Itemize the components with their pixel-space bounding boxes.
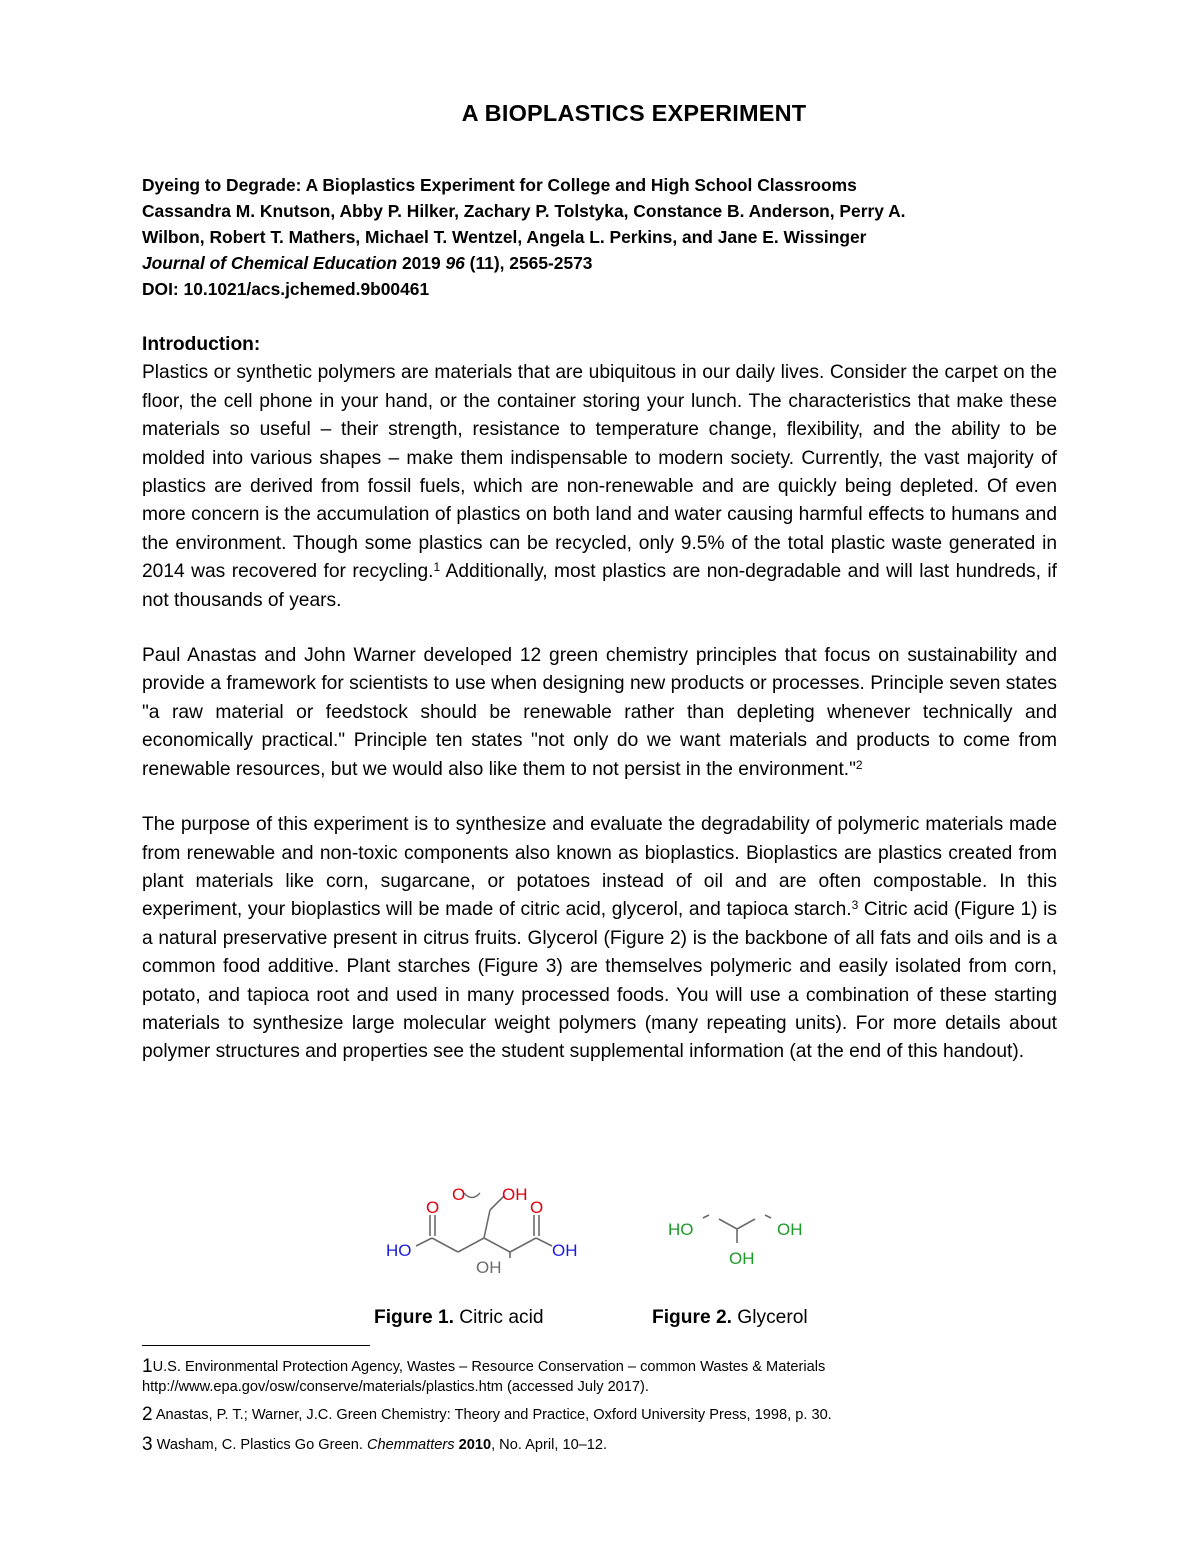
figure-1-label: Figure 1. xyxy=(374,1307,454,1328)
journal-year: 2019 xyxy=(401,253,441,273)
footnote-divider xyxy=(142,1345,370,1346)
footnote-1-line-1: U.S. Environmental Protection Agency, Wastes – Resource Conservation – common Wastes & Materials xyxy=(152,1359,826,1375)
paragraph-2-text: Paul Anastas and John Warner developed 12 green chemistry principles that focus on sustainability and provide a framework for scientists to use when designing new products or processes. Principle seven states "a raw material or feedstock should be renewable rather than depleting whenever technically and economically practical." Principle ten states "not only do we want materials and products to come from renewable resources, but we would also like them to not persist in the environment." xyxy=(142,645,1057,780)
citric-oh-bottom: OH xyxy=(476,1258,502,1277)
footnote-3-text-b: , No. April, 10–12. xyxy=(491,1437,608,1453)
citric-ho-left: HO xyxy=(386,1241,412,1260)
figure-2-name: Glycerol xyxy=(731,1307,808,1328)
paragraph-1 xyxy=(142,359,1057,615)
glycerol-ho-left: HO xyxy=(668,1220,694,1239)
paragraph-3 xyxy=(142,811,1057,1067)
footnote-1-line-2: http://www.epa.gov/osw/conserve/materials/plastics.htm (accessed July 2017). xyxy=(142,1379,649,1395)
authors-line-1: Cassandra M. Knutson, Abby P. Hilker, Zachary P. Tolstyka, Constance B. Anderson, Perry A. xyxy=(142,201,906,221)
paragraph-2 xyxy=(142,642,1057,784)
footnote-3 xyxy=(142,1435,1042,1455)
paragraph-3-text-b: Citric acid (Figure 1) is a natural preservative present in citrus fruits. Glycerol (Figure 2) is the backbone of all fats and oils and is a common food additive. Plant starches (Figure 3) are themselves polymeric and easily isolated from corn, potato, and tapioca root and used in many processed foods. You will use a combination of these starting materials to synthesize large molecular weight polymers (many repeating units). For more details about polymer structures and properties see the student supplemental information (at the end of this handout). xyxy=(142,899,1057,1063)
glycerol-structure xyxy=(665,1205,825,1270)
citric-oh-top: OH xyxy=(502,1185,528,1204)
paragraph-1-text-a: Plastics or synthetic polymers are materials that are ubiquitous in our daily lives. Consider the carpet on the floor, the cell phone in your hand, or the container storing your lunch. The characteristics that make these materials so useful – their strength, resistance to temperature change, flexibility, and the ability to be molded into various shapes – make them indispensable to modern society. Currently, the vast majority of plastics are derived from fossil fuels, which are non-renewable and are quickly being depleted. Of even more concern is the accumulation of plastics on both land and water causing harmful effects to humans and the environment. Though some plastics can be recycled, only 9.5% of the total plastic waste generated in 2014 was recovered for recycling. xyxy=(142,362,1057,583)
citric-o-left: O xyxy=(426,1198,440,1217)
paragraph-3-text-a: The purpose of this experiment is to synthesize and evaluate the degradability of polymeric materials made from renewable and non-toxic components also known as bioplastics. Bioplastics are plastics created from plant materials like corn, sugarcane, or potatoes instead of oil and are often compostable. In this experiment, your bioplastics will be made of citric acid, glycerol, and tapioca starch. xyxy=(142,814,1057,921)
page-title: A BIOPLASTICS EXPERIMENT xyxy=(461,100,807,126)
doi: DOI: 10.1021/acs.jchemed.9b00461 xyxy=(142,279,430,299)
footnote-3-number: 3 xyxy=(142,1434,153,1455)
journal-volume: 96 xyxy=(445,253,465,273)
introduction-section xyxy=(142,331,1057,1067)
footnote-1 xyxy=(142,1357,1042,1397)
glycerol-oh-right: OH xyxy=(777,1220,803,1239)
citation-block xyxy=(142,172,1062,302)
citric-acid-structure xyxy=(380,1180,600,1280)
reference-1: 1 xyxy=(433,560,441,575)
footnote-2-number: 2 xyxy=(142,1404,153,1425)
figure-2-label: Figure 2. xyxy=(652,1307,732,1328)
footnote-1-number: 1 xyxy=(142,1356,153,1377)
paragraph-1-text-b: Additionally, most plastics are non-degradable and will last hundreds, if not thousands of years. xyxy=(142,561,1057,611)
journal-name: Journal of Chemical Education xyxy=(142,253,398,273)
footnote-2 xyxy=(142,1405,1042,1425)
journal-issue-pages: (11), 2565-2573 xyxy=(469,253,593,273)
citric-o-top: O xyxy=(452,1185,466,1204)
reference-3: 3 xyxy=(851,898,859,913)
figure-1-caption xyxy=(374,1307,544,1329)
footnote-3-journal: Chemmatters xyxy=(366,1437,455,1453)
section-heading: Introduction: xyxy=(142,334,261,355)
glycerol-oh-bottom: OH xyxy=(729,1249,755,1268)
footnote-2-text: Anastas, P. T.; Warner, J.C. Green Chemistry: Theory and Practice, Oxford University Press, 1998, p. 30. xyxy=(152,1407,832,1423)
citric-oh-right: OH xyxy=(552,1241,578,1260)
footnote-3-year: 2010 xyxy=(458,1437,492,1453)
article-title: Dyeing to Degrade: A Bioplastics Experiment for College and High School Classrooms xyxy=(142,175,857,195)
figure-2-caption xyxy=(652,1307,808,1329)
figure-1-name: Citric acid xyxy=(453,1307,544,1328)
authors-line-2: Wilbon, Robert T. Mathers, Michael T. Wentzel, Angela L. Perkins, and Jane E. Wissinger xyxy=(142,227,867,247)
reference-2: 2 xyxy=(855,757,863,772)
journal-reference xyxy=(142,250,1062,276)
citric-o-right: O xyxy=(530,1198,544,1217)
footnote-3-text-a: Washam, C. Plastics Go Green. xyxy=(152,1437,367,1453)
